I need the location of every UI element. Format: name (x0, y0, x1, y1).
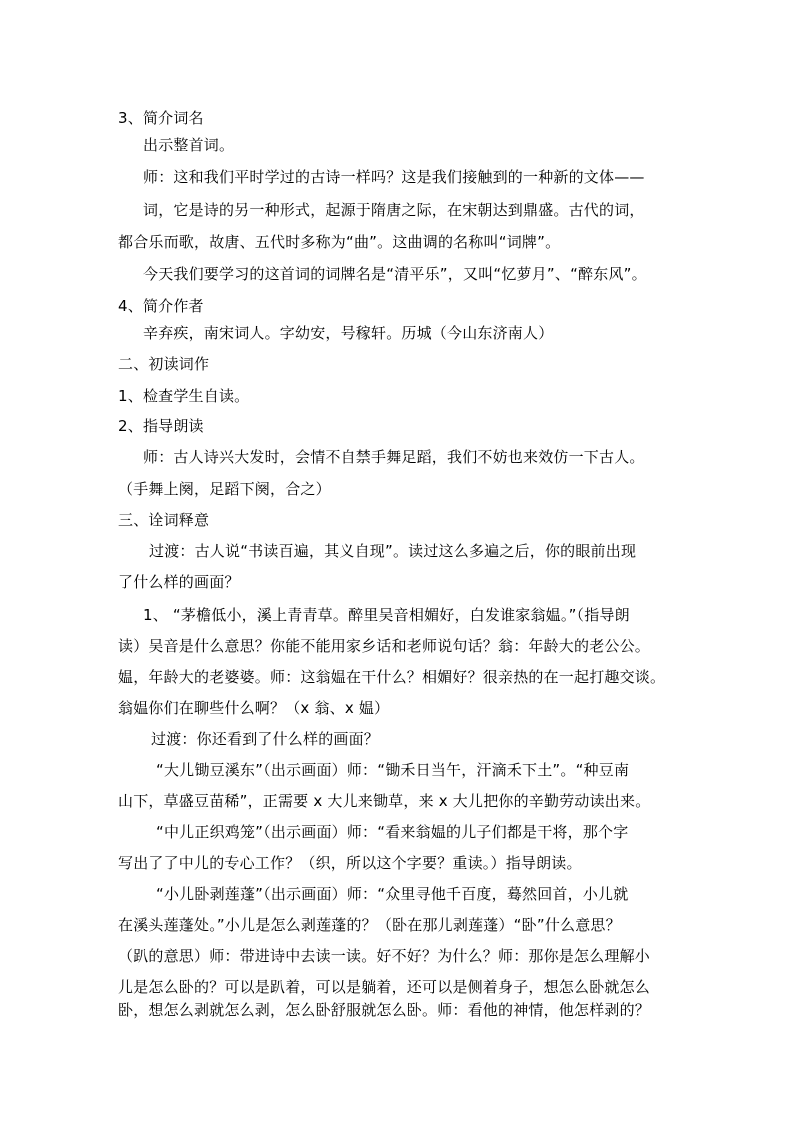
paragraph-line: 都合乐而歌，故唐、五代时多称为“曲”。这曲调的名称叫“词牌”。 (118, 233, 561, 251)
heading-3-intro-ci-name: 3、简介词名 (118, 109, 204, 127)
heading-3-interpret: 三、诠词释意 (118, 511, 210, 529)
paragraph-line: 过渡：你还看到了什么样的画面？ (151, 730, 380, 748)
paragraph-line: 读）吴音是什么意思？你能不能用家乡话和老师说句话？翁：年龄大的老公公。 (118, 637, 651, 655)
paragraph-line: 儿是怎么卧的？可以是趴着，可以是躺着，还可以是侧着身子，想怎么卧就怎么 (118, 978, 651, 996)
list-item: 1、检查学生自读。 (118, 387, 250, 405)
paragraph-line: “中儿正织鸡笼”（出示画面）师：“看来翁媪的儿子们都是干将，那个字 (156, 823, 629, 841)
paragraph-line: 师：这和我们平时学过的古诗一样吗？这是我们接触到的一种新的文体—— (143, 168, 645, 186)
paragraph-line: 词，它是诗的另一种形式，起源于隋唐之际，在宋朝达到鼎盛。古代的词， (143, 201, 645, 219)
paragraph-line: “小儿卧剥莲蓬”（出示画面）师：“众里寻他千百度，蓦然回首，小儿就 (156, 885, 629, 903)
paragraph-line: 了什么样的画面？ (118, 573, 240, 591)
paragraph-line: 出示整首词。 (143, 136, 235, 154)
paragraph-line: （手舞上阕，足蹈下阕，合之） (118, 480, 331, 498)
paragraph-line: 山下，草盛豆苗稀”，正需要 x 大儿来锄草，来 x 大儿把你的辛勤劳动读出来。 (118, 792, 651, 810)
heading-2-first-read: 二、初读词作 (118, 355, 210, 373)
paragraph-line: 在溪头莲蓬处。”小儿是怎么剥莲蓬的？（卧在那儿剥莲蓬）“卧”什么意思？ (118, 916, 621, 934)
paragraph-line: 媪，年龄大的老婆婆。师：这翁媪在干什么？相媚好？很亲热的在一起打趣交谈。 (118, 668, 666, 686)
paragraph-line: 卧，想怎么剥就怎么剥，怎么卧舒服就怎么卧。师：看他的神情，他怎样剥的？ (118, 1001, 651, 1019)
paragraph-line: 今天我们要学习的这首词的词牌名是“清平乐”，又叫“忆萝月”、“醉东风”。 (143, 265, 647, 283)
paragraph-line: 辛弃疾，南宋词人。字幼安，号稼轩。历城（今山东济南人） (143, 324, 554, 342)
heading-4-intro-author: 4、简介作者 (118, 297, 204, 315)
paragraph-line: 师：古人诗兴大发时，会情不自禁手舞足蹈，我们不妨也来效仿一下古人。 (143, 448, 645, 466)
paragraph-line: 1、 “茅檐低小，溪上青青草。醉里吴音相媚好，白发谁家翁媪。”（指导朗 (143, 606, 630, 624)
list-item: 2、指导朗读 (118, 417, 204, 435)
paragraph-line: 过渡：古人说“书读百遍，其义自现”。读过这么多遍之后，你的眼前出现 (149, 542, 637, 560)
paragraph-line: （趴的意思）师：带进诗中去读一读。好不好？为什么？师：那你是怎么理解小 (118, 947, 651, 965)
paragraph-line: 翁媪你们在聊些什么啊？（x 翁、x 媪） (118, 699, 390, 717)
paragraph-line: 写出了了中儿的专心工作？（织，所以这个字要？重读。）指导朗读。 (118, 854, 582, 872)
paragraph-line: “大儿锄豆溪东”（出示画面）师：“锄禾日当午，汗滴禾下土”。“种豆南 (156, 761, 630, 779)
